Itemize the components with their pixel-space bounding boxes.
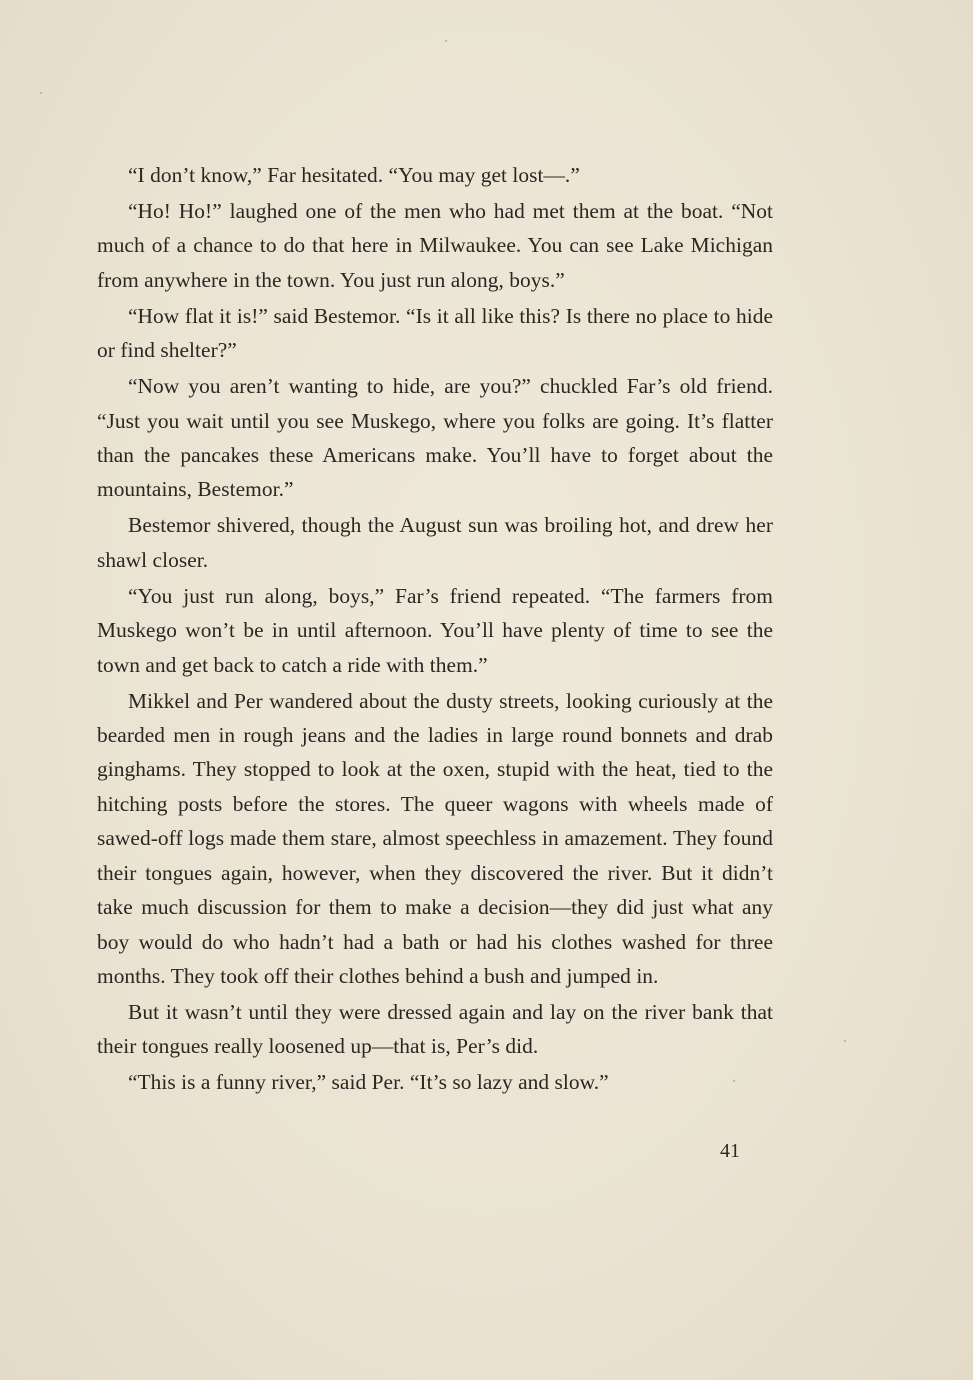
paragraph: “I don’t know,” Far hesitated. “You may get lost—.” bbox=[128, 163, 580, 187]
paragraph: Bestemor shivered, though the August sun was broiling hot, and drew her shawl closer. bbox=[97, 513, 773, 572]
paper-speck bbox=[40, 92, 42, 94]
paragraph: But it wasn’t until they were dressed again and lay on the river bank that their tongues really loosened up—that is, Per’s did. bbox=[97, 999, 773, 1059]
paragraph: “Ho! Ho!” laughed one of the men who had met them at the boat. “Not much of a chance to do that here in Milwaukee. You can see Lake Michigan from anywhere in the town. You just run along, boys.” bbox=[97, 199, 773, 292]
body-text bbox=[97, 158, 773, 1101]
paper-speck bbox=[445, 40, 447, 42]
paper-speck bbox=[844, 1040, 846, 1042]
paragraph: “You just run along, boys,” Far’s friend repeated. “The farmers from Muskego won’t be in until afternoon. You’ll have plenty of time to see the town and get back to catch a ride with them.” bbox=[97, 583, 773, 677]
paragraph: “This is a funny river,” said Per. “It’s so lazy and slow.” bbox=[128, 1070, 609, 1095]
paragraph: “How flat it is!” said Bestemor. “Is it all like this? Is there no place to hide or find shelter?” bbox=[97, 303, 773, 363]
paper-speck bbox=[733, 1080, 735, 1082]
page-number: 41 bbox=[720, 1140, 740, 1162]
paragraph: Mikkel and Per wandered about the dusty streets, looking curiously at the bearded men in rough jeans and the ladies in large round bonnets and drab ginghams. They stopped to look at the oxen, stupid with the heat, tied to the hitching posts before the stores. The queer wagons with wheels made of sawed-off logs made them stare, almost speechless in amazement. They found their tongues again, however, when they discovered the river. But it didn’t take much discussion for them to make a decision—they did just what any boy would do who hadn’t had a bath or had his clothes washed for three months. They took off their clothes behind a bush and jumped in. bbox=[97, 688, 773, 988]
paragraph: “Now you aren’t wanting to hide, are you?” chuckled Far’s old friend. “Just you wait until you see Muskego, where you folks are going. It’s flatter than the pancakes these Americans make. You’ll have to forget about the mountains, Bestemor.” bbox=[97, 374, 773, 502]
